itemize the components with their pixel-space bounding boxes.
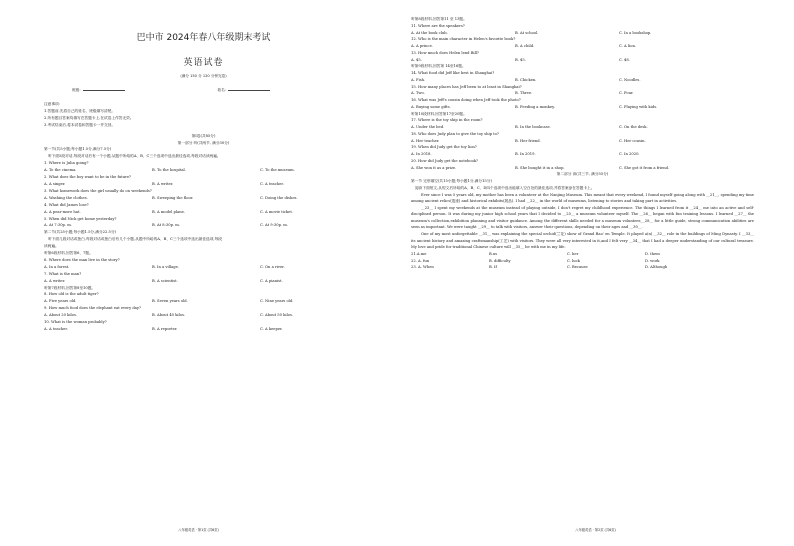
option: D. Although bbox=[645, 265, 668, 270]
option: C. A movie ticket. bbox=[260, 209, 293, 214]
option: A. A teacher. bbox=[44, 327, 68, 331]
option: C. To the museum. bbox=[260, 168, 295, 173]
option: B. A writer. bbox=[152, 181, 174, 186]
option: A. Her teacher. bbox=[411, 138, 440, 143]
student-info-row bbox=[72, 88, 363, 93]
question-options bbox=[411, 258, 754, 265]
option: B. A reporter. bbox=[152, 327, 178, 331]
option: C. Nine years old. bbox=[260, 299, 294, 304]
question: 19. When did Judy get the toy lion? bbox=[411, 145, 477, 150]
option: B. At 8:30p. m. bbox=[152, 223, 180, 228]
material-note: 听第8段材料,回答第11 至 13题。 bbox=[411, 17, 467, 21]
option: B. Feeding a monkey. bbox=[515, 104, 555, 109]
question-options bbox=[411, 138, 754, 145]
option: C. A lion. bbox=[619, 44, 636, 48]
question-options bbox=[44, 181, 363, 188]
subsection-heading: 第一节(共5小题;每小题1.5分,满分7.5分) bbox=[44, 147, 112, 152]
notice-title: 注意事项: bbox=[44, 102, 60, 106]
question: 11. Where are the speakers? bbox=[411, 23, 465, 28]
question: 20. How did Judy get the notebook? bbox=[411, 158, 479, 163]
question: 14. What food did Jeff like best in Shanghai? bbox=[411, 71, 495, 75]
option: B. In 2019. bbox=[515, 152, 536, 156]
option: C. Because bbox=[567, 265, 588, 270]
page-footer: 八年级英语 · 第2页 (共6页) bbox=[575, 528, 616, 532]
option: A. $5. bbox=[411, 57, 422, 62]
question-options bbox=[44, 298, 363, 305]
question: 13. How much does Helen lend Bill? bbox=[411, 50, 479, 55]
option: B. In the bookcase. bbox=[515, 125, 551, 129]
exam-subject: 英语试卷 bbox=[183, 58, 224, 68]
option: C. A pianist. bbox=[260, 278, 283, 283]
option: D. work bbox=[645, 258, 660, 263]
option: B. To the hospital. bbox=[152, 168, 186, 173]
option: B. A model plane. bbox=[152, 209, 185, 214]
question: 8. How old is the adult tiger? bbox=[44, 292, 99, 297]
subsection-heading: 第二节(共25小题;每小题1.5分,满分22.5分) bbox=[44, 230, 116, 235]
option: A. A prince. bbox=[411, 44, 433, 48]
question-options bbox=[411, 124, 754, 131]
option: A. Washing the clothes. bbox=[44, 195, 88, 200]
option: A. Five years old. bbox=[44, 299, 77, 304]
option: B.us bbox=[489, 251, 498, 256]
question-options bbox=[411, 43, 754, 50]
question-options bbox=[411, 30, 754, 37]
exam-title: 巴中市 2024年春八年级期末考试 bbox=[136, 33, 271, 43]
option: C. A keeper. bbox=[260, 327, 283, 331]
option: B. Chicken. bbox=[515, 77, 537, 82]
question-options bbox=[44, 264, 363, 271]
option: 22. A. fun bbox=[411, 258, 430, 263]
class-blank bbox=[83, 90, 125, 91]
option: A. In a forest. bbox=[44, 264, 70, 269]
option: C. Four. bbox=[619, 91, 634, 96]
notice-item: 3.考试结束后,将本试卷和答题卡一并交回。 bbox=[44, 122, 116, 127]
option: A. Buying some gifts. bbox=[411, 104, 451, 109]
option: C. In a bookshop. bbox=[619, 30, 652, 35]
option: B. $5. bbox=[515, 57, 526, 62]
passage-paragraph: One of my most unforgettable __31__ was explaining the special orchid(兰花) show of Grand Bao' en Temple. It played a(n) __32__ role in the buildings of Ming Dynasty. I __33__ its ancient history and amazing craftsmanship(工艺) with visitors. They were all very interested in it,and I felt very __34__ that I had a deeper understanding of our cultural treasure. My love and pride for traditional Chinese culture will __35__ be with me in my life. bbox=[411, 232, 754, 250]
option: B. Her friend. bbox=[515, 138, 541, 143]
question-options bbox=[411, 77, 754, 84]
question-options bbox=[411, 151, 754, 158]
question-options bbox=[411, 251, 754, 258]
option: C. Her cousin. bbox=[619, 138, 646, 143]
name-label: 姓名: bbox=[217, 88, 227, 92]
instructions: 阅读下面短文,从短文后所给的A、B、C、D四个选项中选出能填入空白处的最佳选项,并将答案涂在答题卡上。 bbox=[415, 185, 595, 190]
page-right bbox=[397, 0, 794, 546]
option: A. A singer. bbox=[44, 181, 66, 186]
class-label: 班级: bbox=[72, 88, 81, 92]
option: A. A writer. bbox=[44, 278, 66, 283]
option: B. A scientist. bbox=[152, 278, 178, 283]
option: C. Noodles. bbox=[619, 77, 641, 82]
option: B. If bbox=[489, 265, 497, 270]
question-options bbox=[411, 90, 754, 97]
question: 3. What homework does the girl usually do on weekends? bbox=[44, 188, 152, 193]
material-note: 听第10段材料,回答第17至20题。 bbox=[411, 111, 467, 116]
option: B. About 40 kilos. bbox=[152, 313, 186, 318]
option: B. At school. bbox=[515, 30, 539, 35]
page-footer: 八年级英语 · 第1页 (共6页) bbox=[178, 528, 219, 532]
question-options bbox=[44, 312, 363, 319]
question-options bbox=[44, 209, 363, 216]
option: C. On the desk. bbox=[619, 125, 648, 129]
question-options bbox=[44, 167, 363, 174]
instructions: 读两遍。 bbox=[44, 244, 59, 249]
question-options bbox=[44, 326, 363, 333]
question: 6. Where does the man live in the story? bbox=[44, 257, 120, 262]
option: C. her bbox=[567, 251, 579, 256]
option: A. At 7:30p. m. bbox=[44, 223, 72, 228]
question-options bbox=[44, 222, 363, 229]
section-heading: 第一部分 听(共两节, 满分30分) bbox=[177, 140, 230, 145]
question: 12. Who is the main character in Helen's favorite book? bbox=[411, 37, 516, 42]
question-options bbox=[44, 195, 363, 202]
option: A. She won it as a prize. bbox=[411, 165, 457, 170]
option: B. In a village. bbox=[152, 264, 179, 269]
option: C. About 50 kilos. bbox=[260, 313, 294, 318]
option: A. A pear-more hat. bbox=[44, 209, 81, 214]
option: A. At the book club. bbox=[411, 30, 448, 35]
option: A. Two. bbox=[411, 91, 425, 96]
exam-meta: (满分 150 分 120 分钟完卷) bbox=[180, 74, 227, 78]
option: B. Sweeping the floor. bbox=[152, 195, 194, 200]
option: A. Fish. bbox=[411, 77, 426, 82]
notice-item: 1.答题前,先将自己的姓名、班级填写清楚。 bbox=[44, 108, 116, 113]
material-note: 听第7段材料,回答第8至10题。 bbox=[44, 285, 96, 290]
option: A. In 2018. bbox=[411, 152, 432, 156]
question: 4. What did James lose? bbox=[44, 202, 89, 207]
question: 7. What is the man? bbox=[44, 271, 82, 276]
option: C. In 2020. bbox=[619, 152, 640, 156]
question: 9. How much food does the elephant eat every day? bbox=[44, 306, 141, 311]
question: 16. What was Jeff's cousin doing when Jeff took the photo? bbox=[411, 98, 521, 102]
question: 15. How many places has Jeff been to at least in Shanghai? bbox=[411, 84, 522, 89]
option: C. luck bbox=[567, 258, 580, 263]
option: C. Playing with kids. bbox=[619, 104, 658, 109]
part-heading: 第Ⅰ卷(共85分) bbox=[191, 133, 216, 138]
name-blank bbox=[228, 90, 270, 91]
option: C. On a river. bbox=[260, 264, 285, 269]
material-note: 听第9段材料,回答第 14至16题。 bbox=[411, 64, 466, 69]
option: B. Three. bbox=[515, 91, 533, 96]
option: D. them bbox=[645, 251, 660, 256]
option: C. $8. bbox=[619, 57, 630, 62]
passage-paragraph: __23__ I spent my weekends at the museum instead of playing outside, I don't regret my childhood experience. The things I learned from it __24__ me into an active and self-disciplined person. It was during my junior high school years that I decided to __25__ a museum volunteer myself. The __26__ began with fun training lessons. I learned __27__ the museum's collection,exhibition planning and visitor guidance. Among the different skills needed for a museum volunteer,__28__ for a little guide, strong communication abilities are seen as important. We were taught __29__ to talk with visitors, answer their questions, depending on their ages and __30__. bbox=[411, 205, 754, 230]
question-options bbox=[411, 104, 754, 111]
question-options bbox=[411, 57, 754, 64]
material-note: 听第6段材料,回答第6、7题。 bbox=[44, 251, 93, 256]
option: B. Seven years old. bbox=[152, 299, 188, 304]
question: 2. What does the boy want to be in the future? bbox=[44, 175, 132, 180]
question: 5. When did Nick get home yesterday? bbox=[44, 216, 117, 221]
option: A. About 20 kilos. bbox=[44, 313, 78, 318]
question-options bbox=[411, 165, 754, 172]
option: 21.A.me bbox=[411, 251, 427, 256]
notice-item: 2.所有题目答案均填写在答题卡上,在试卷上作答无效。 bbox=[44, 115, 134, 120]
instructions: 听下面几段对话或独白,每段对话或独白后有几个小题,从题中所给的A、B、C三个选项中选出最佳选项,每段 bbox=[48, 237, 222, 242]
option: C. A teacher. bbox=[260, 181, 284, 186]
option: B. difficulty bbox=[489, 258, 511, 263]
question-options bbox=[44, 278, 363, 285]
instructions: 听下面5段对话,每段对话后有一个小题,从题中所给的A、B、C三个选项中选出最佳选项,每段对话读两遍。 bbox=[48, 154, 221, 159]
question: 1. Where is Julia going? bbox=[44, 161, 89, 166]
section-heading: 第二部分 读(共三节, 满分55分) bbox=[556, 172, 609, 177]
question: 17. Where is the toy ship in the room? bbox=[411, 118, 483, 123]
option: B. A child. bbox=[515, 44, 535, 48]
question-options bbox=[411, 264, 754, 271]
option: 23. A. When bbox=[411, 265, 434, 270]
question: 18. Who does Judy plan to give the toy ship to? bbox=[411, 131, 499, 136]
option: A. To the cinema. bbox=[44, 168, 77, 173]
question: 10. What is the woman probably? bbox=[44, 320, 107, 325]
option: A. Under the bed. bbox=[411, 125, 445, 129]
option: C. She got it from a friend. bbox=[619, 165, 670, 170]
option: B. She bought it in a shop. bbox=[515, 165, 565, 170]
passage-paragraph: Ever since I was 5 years old, my mother has been a volunteer at the Nanjing Museum. This meant that every weekend, I found myself going along with __21__, spending my time among ancient relics(遗迹) and historical exhibits(展品). I had __22__ in the world of museums, listening to stories and taking part in activities. bbox=[411, 192, 754, 204]
subsection-heading: 第一节 完形填空(共15小题;每小题1分,满分15分) bbox=[411, 179, 492, 183]
option: C. Doing the dishes. bbox=[260, 195, 298, 200]
option: C. At 9:30p. m. bbox=[260, 223, 288, 228]
